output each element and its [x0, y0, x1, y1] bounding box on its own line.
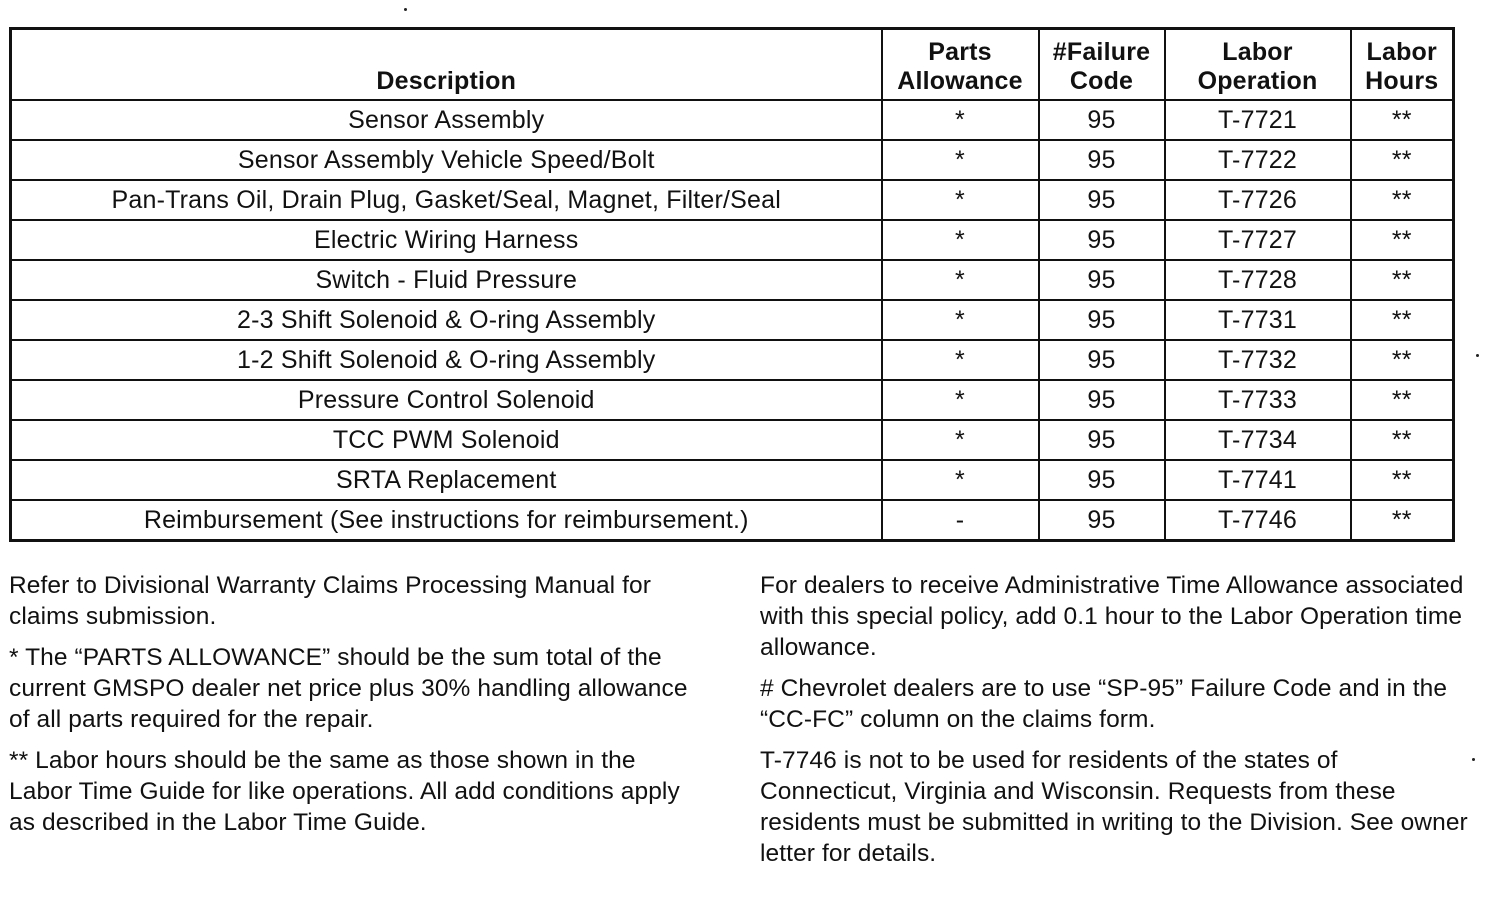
cell-labor-operation: T-7732 — [1165, 340, 1351, 380]
cell-failure-code: 95 — [1039, 420, 1165, 460]
header-labor-hours: Labor Hours — [1351, 29, 1454, 101]
cell-labor-operation: T-7728 — [1165, 260, 1351, 300]
cell-labor-hours: ** — [1351, 100, 1454, 140]
table-row — [11, 260, 1454, 300]
cell-failure-code: 95 — [1039, 340, 1165, 380]
cell-labor-hours: ** — [1351, 180, 1454, 220]
header-failure-code: #Failure Code — [1039, 29, 1165, 101]
scan-speck — [1472, 758, 1475, 761]
note-administrative-time: For dealers to receive Administrative Time Allowance associated with this special policy, add 0.1 hour to the Labor Operation time allowance. — [760, 572, 1464, 661]
scan-speck — [404, 8, 407, 11]
cell-description: Sensor Assembly Vehicle Speed/Bolt — [11, 140, 882, 180]
header-description: Description — [11, 29, 882, 101]
cell-description: 2-3 Shift Solenoid & O-ring Assembly — [11, 300, 882, 340]
warranty-labor-table — [9, 27, 1455, 542]
header-parts-allowance: Parts Allowance — [882, 29, 1039, 101]
cell-failure-code: 95 — [1039, 140, 1165, 180]
cell-description: Sensor Assembly — [11, 100, 882, 140]
cell-labor-operation: T-7726 — [1165, 180, 1351, 220]
cell-labor-operation: T-7741 — [1165, 460, 1351, 500]
cell-labor-operation: T-7746 — [1165, 500, 1351, 541]
cell-labor-operation: T-7733 — [1165, 380, 1351, 420]
cell-parts-allowance: * — [882, 380, 1039, 420]
cell-labor-operation: T-7722 — [1165, 140, 1351, 180]
note-labor-hours: ** Labor hours should be the same as those shown in the Labor Time Guide for like operations. All add conditions apply as described in the Labor Time Guide. — [9, 747, 680, 836]
cell-labor-hours: ** — [1351, 340, 1454, 380]
cell-labor-hours: ** — [1351, 420, 1454, 460]
note-parts-allowance: * The “PARTS ALLOWANCE” should be the sum total of the current GMSPO dealer net price plus 30% handling allowance of all parts required for the repair. — [9, 644, 688, 733]
cell-failure-code: 95 — [1039, 500, 1165, 541]
cell-failure-code: 95 — [1039, 300, 1165, 340]
header-labor-operation: Labor Operation — [1165, 29, 1351, 101]
note-claims-processing: Refer to Divisional Warranty Claims Processing Manual for claims submission. — [9, 572, 652, 630]
cell-description: Pan-Trans Oil, Drain Plug, Gasket/Seal, Magnet, Filter/Seal — [11, 180, 882, 220]
cell-parts-allowance: * — [882, 460, 1039, 500]
cell-labor-operation: T-7734 — [1165, 420, 1351, 460]
cell-description: Switch - Fluid Pressure — [11, 260, 882, 300]
cell-labor-operation: T-7731 — [1165, 300, 1351, 340]
cell-parts-allowance: * — [882, 340, 1039, 380]
cell-parts-allowance: * — [882, 220, 1039, 260]
notes-left-column — [9, 570, 699, 848]
cell-labor-operation: T-7727 — [1165, 220, 1351, 260]
notes-right-column — [760, 570, 1472, 879]
cell-labor-hours: ** — [1351, 380, 1454, 420]
cell-parts-allowance: * — [882, 260, 1039, 300]
cell-description: 1-2 Shift Solenoid & O-ring Assembly — [11, 340, 882, 380]
table-row — [11, 100, 1454, 140]
cell-description: Electric Wiring Harness — [11, 220, 882, 260]
table-row — [11, 380, 1454, 420]
cell-description: TCC PWM Solenoid — [11, 420, 882, 460]
table-row — [11, 300, 1454, 340]
table-row — [11, 420, 1454, 460]
cell-labor-hours: ** — [1351, 140, 1454, 180]
note-chevrolet-failure-code: # Chevrolet dealers are to use “SP-95” Failure Code and in the “CC-FC” column on the claims form. — [760, 675, 1448, 733]
table-header-row — [11, 29, 1454, 101]
cell-failure-code: 95 — [1039, 380, 1165, 420]
cell-labor-hours: ** — [1351, 220, 1454, 260]
cell-labor-operation: T-7721 — [1165, 100, 1351, 140]
cell-description: SRTA Replacement — [11, 460, 882, 500]
cell-labor-hours: ** — [1351, 500, 1454, 541]
cell-labor-hours: ** — [1351, 460, 1454, 500]
table-row — [11, 180, 1454, 220]
table-row — [11, 500, 1454, 541]
table-row — [11, 340, 1454, 380]
cell-parts-allowance: * — [882, 420, 1039, 460]
cell-parts-allowance: * — [882, 140, 1039, 180]
cell-parts-allowance: * — [882, 300, 1039, 340]
note-t7746-restriction: T-7746 is not to be used for residents of the states of Connecticut, Virginia and Wisconsin. Requests from these residents must be submitted in writing to the Division. See owner letter for details. — [760, 747, 1468, 867]
scan-speck — [1476, 354, 1479, 357]
cell-labor-hours: ** — [1351, 260, 1454, 300]
cell-parts-allowance: * — [882, 180, 1039, 220]
cell-parts-allowance: - — [882, 500, 1039, 541]
cell-description: Pressure Control Solenoid — [11, 380, 882, 420]
cell-parts-allowance: * — [882, 100, 1039, 140]
cell-failure-code: 95 — [1039, 100, 1165, 140]
cell-description: Reimbursement (See instructions for reimbursement.) — [11, 500, 882, 541]
cell-failure-code: 95 — [1039, 460, 1165, 500]
table-row — [11, 220, 1454, 260]
cell-labor-hours: ** — [1351, 300, 1454, 340]
cell-failure-code: 95 — [1039, 260, 1165, 300]
cell-failure-code: 95 — [1039, 180, 1165, 220]
table-row — [11, 140, 1454, 180]
cell-failure-code: 95 — [1039, 220, 1165, 260]
table-row — [11, 460, 1454, 500]
